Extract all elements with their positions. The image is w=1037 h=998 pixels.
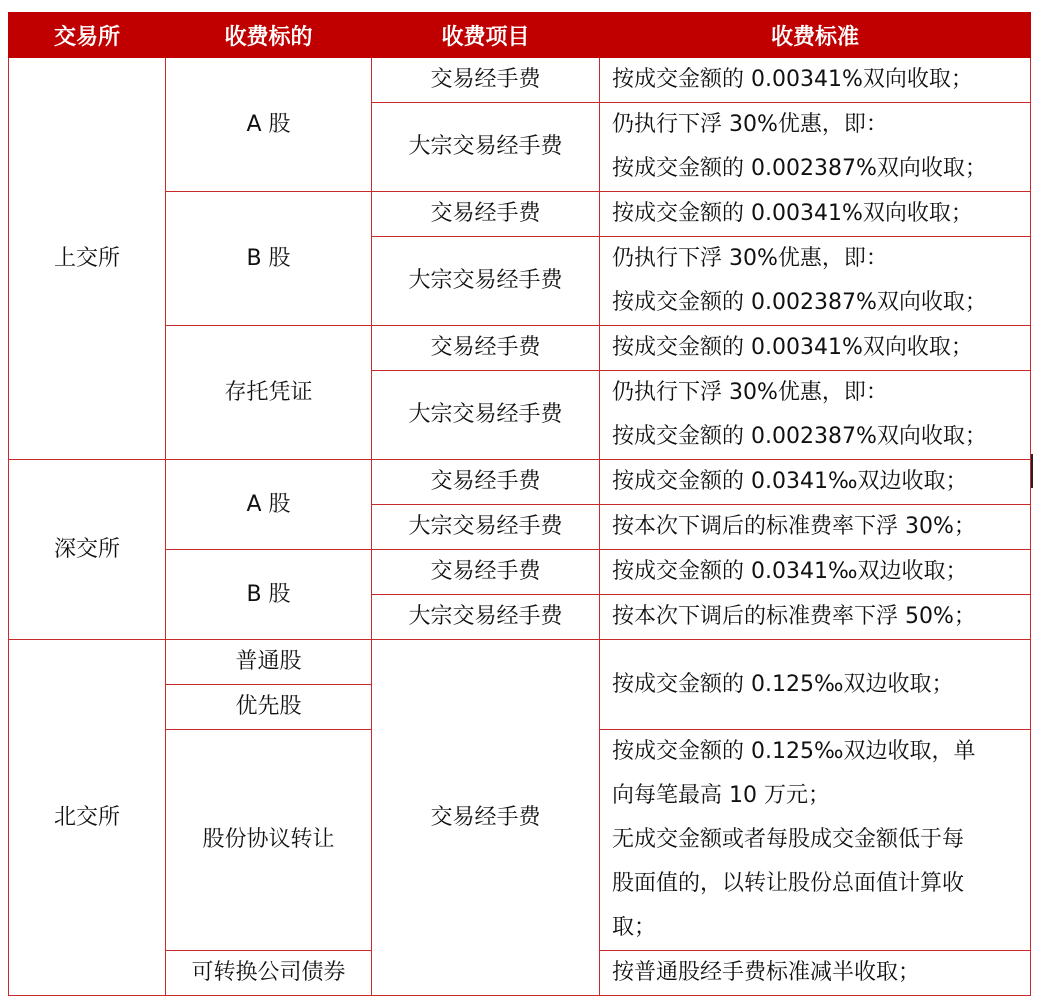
target-bse-transfer: 股份协议转让 xyxy=(166,730,372,951)
standard-cell: 按成交金额的 0.125‰双边收取； xyxy=(600,640,1031,730)
target-sse-cdr: 存托凭证 xyxy=(166,326,372,460)
standard-line: 无成交金额或者每股成交金额低于每 xyxy=(612,827,965,852)
header-target: 收费标的 xyxy=(166,13,372,58)
exchange-sse: 上交所 xyxy=(9,58,166,460)
standard-line: 向每笔最高 10 万元； xyxy=(612,783,830,808)
item-fee: 交易经手费 xyxy=(372,460,600,505)
standard-cell xyxy=(600,371,1031,460)
standard-cell: 按本次下调后的标准费率下浮 50%； xyxy=(600,595,1031,640)
target-sse-b: B 股 xyxy=(166,192,372,326)
header-item: 收费项目 xyxy=(372,13,600,58)
standard-line: 仍执行下浮 30%优惠，即： xyxy=(612,246,888,271)
exchange-szse: 深交所 xyxy=(9,460,166,640)
standard-cell: 按本次下调后的标准费率下浮 30%； xyxy=(600,505,1031,550)
target-szse-b: B 股 xyxy=(166,550,372,640)
standard-cell: 按成交金额的 0.00341%双向收取； xyxy=(600,192,1031,237)
standard-cell xyxy=(600,730,1031,951)
standard-cell: 按成交金额的 0.00341%双向收取； xyxy=(600,58,1031,103)
standard-line: 按成交金额的 0.002387%双向收取； xyxy=(612,156,987,181)
standard-line: 按成交金额的 0.002387%双向收取； xyxy=(612,424,987,449)
fee-table xyxy=(8,12,1031,996)
target-sse-a: A 股 xyxy=(166,58,372,192)
item-fee: 交易经手费 xyxy=(372,192,600,237)
standard-cell: 按成交金额的 0.00341%双向收取； xyxy=(600,326,1031,371)
item-fee: 交易经手费 xyxy=(372,640,600,996)
standard-line: 股面值的，以转让股份总面值计算收 xyxy=(612,871,965,896)
header-standard: 收费标准 xyxy=(600,13,1031,58)
item-block-fee: 大宗交易经手费 xyxy=(372,237,600,326)
table-row xyxy=(9,640,1031,685)
header-row xyxy=(9,13,1031,58)
target-bse-common: 普通股 xyxy=(166,640,372,685)
standard-cell xyxy=(600,237,1031,326)
item-fee: 交易经手费 xyxy=(372,326,600,371)
item-fee: 交易经手费 xyxy=(372,550,600,595)
standard-line: 按成交金额的 0.002387%双向收取； xyxy=(612,290,987,315)
standard-cell: 按成交金额的 0.0341‰双边收取； xyxy=(600,460,1031,505)
standard-line: 仍执行下浮 30%优惠，即： xyxy=(612,380,888,405)
item-block-fee: 大宗交易经手费 xyxy=(372,103,600,192)
header-exchange: 交易所 xyxy=(9,13,166,58)
item-block-fee: 大宗交易经手费 xyxy=(372,505,600,550)
table-row xyxy=(9,460,1031,505)
target-bse-convertible: 可转换公司债券 xyxy=(166,951,372,996)
standard-cell xyxy=(600,103,1031,192)
standard-line: 按成交金额的 0.125‰双边收取，单 xyxy=(612,739,976,764)
table-row xyxy=(9,58,1031,103)
item-block-fee: 大宗交易经手费 xyxy=(372,371,600,460)
item-fee: 交易经手费 xyxy=(372,58,600,103)
text-cursor xyxy=(1031,454,1033,488)
exchange-bse: 北交所 xyxy=(9,640,166,996)
target-szse-a: A 股 xyxy=(166,460,372,550)
standard-cell: 按普通股经手费标准减半收取； xyxy=(600,951,1031,996)
target-bse-preferred: 优先股 xyxy=(166,685,372,730)
standard-cell: 按成交金额的 0.0341‰双边收取； xyxy=(600,550,1031,595)
item-block-fee: 大宗交易经手费 xyxy=(372,595,600,640)
standard-line: 仍执行下浮 30%优惠，即： xyxy=(612,112,888,137)
standard-line: 取； xyxy=(612,915,657,940)
